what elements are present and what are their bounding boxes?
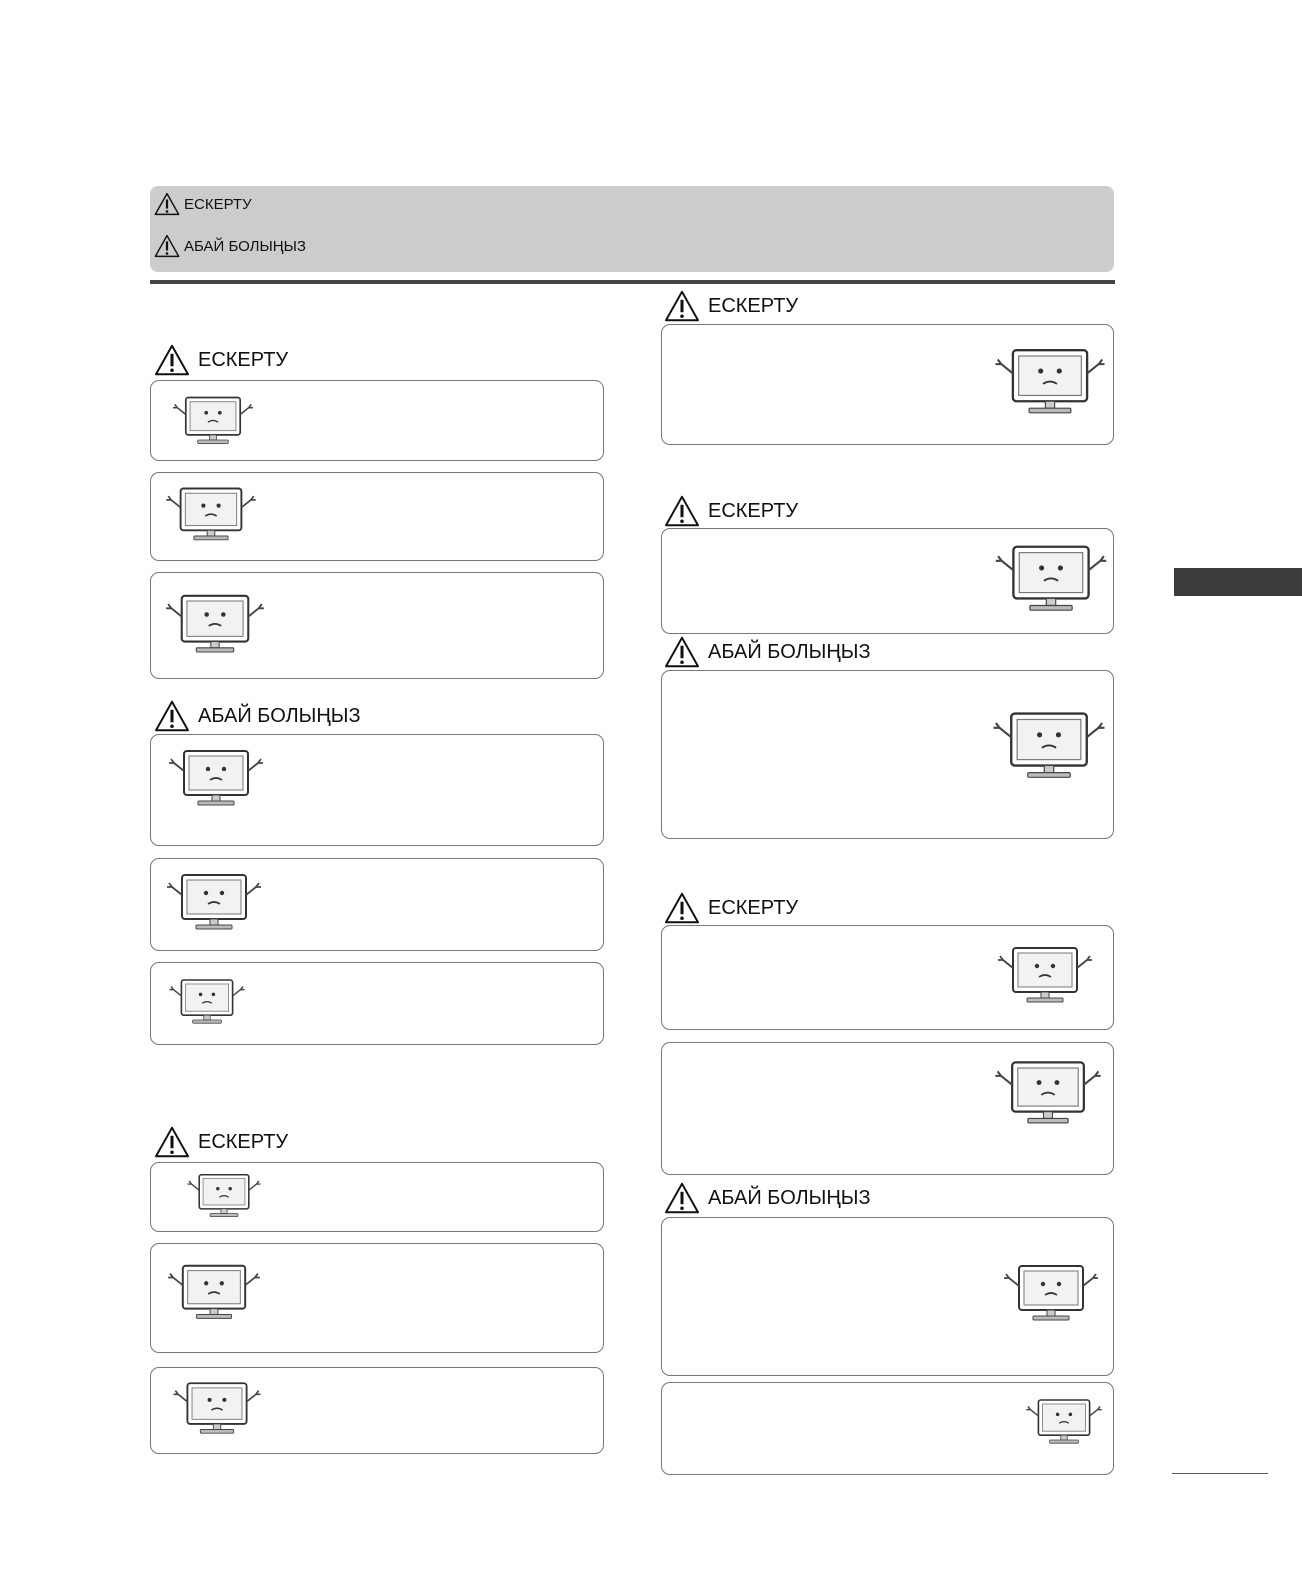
warning-triangle-icon <box>154 192 180 216</box>
left-card-6 <box>150 962 604 1045</box>
right-group5-header <box>664 1182 871 1214</box>
right-group3-header <box>664 636 871 668</box>
header-label: АБАЙ БОЛЫҢЫЗ <box>708 1186 871 1209</box>
right-card-6 <box>661 1217 1114 1376</box>
legend-caution-row <box>154 234 306 258</box>
header-label: ЕСКЕРТУ <box>708 294 799 317</box>
right-group1-header <box>664 290 798 322</box>
header-label: ЕСКЕРТУ <box>708 499 799 522</box>
warning-triangle-icon <box>664 892 700 924</box>
header-label: ЕСКЕРТУ <box>198 1130 289 1153</box>
right-card-4 <box>661 925 1114 1030</box>
tv-illustration-icon <box>163 389 263 457</box>
right-card-5 <box>661 1042 1114 1175</box>
legend-warning-row <box>154 192 252 216</box>
left-card-7 <box>150 1162 604 1232</box>
right-card-3 <box>661 670 1114 839</box>
left-card-9 <box>150 1367 604 1454</box>
left-card-8 <box>150 1243 604 1353</box>
tv-illustration-icon <box>167 967 247 1041</box>
chapter-side-tab <box>1174 568 1302 596</box>
warning-triangle-icon <box>154 700 190 732</box>
tv-illustration-icon <box>992 333 1108 437</box>
header-label: ЕСКЕРТУ <box>198 348 289 371</box>
tv-illustration-icon <box>161 741 271 821</box>
tv-illustration-icon <box>990 938 1100 1018</box>
warning-triangle-icon <box>664 290 700 322</box>
right-card-1 <box>661 324 1114 445</box>
tv-illustration-icon <box>992 1051 1104 1141</box>
legend-box <box>150 186 1114 272</box>
tv-illustration-icon <box>161 479 261 555</box>
tv-illustration-icon <box>155 1256 273 1334</box>
legend-warning-label: ЕСКЕРТУ <box>184 195 252 213</box>
page-number-rule <box>1172 1473 1268 1474</box>
warning-triangle-icon <box>664 636 700 668</box>
tv-illustration-icon <box>161 865 267 945</box>
left-group1-header <box>154 344 288 376</box>
legend-caution-label: АБАЙ БОЛЫҢЫЗ <box>184 237 306 255</box>
left-card-2 <box>150 472 604 561</box>
right-group4-header <box>664 892 798 924</box>
right-card-2 <box>661 528 1114 634</box>
warning-triangle-icon <box>664 495 700 527</box>
left-group3-header <box>154 1126 288 1158</box>
header-label: ЕСКЕРТУ <box>708 896 799 919</box>
left-group2-header <box>154 700 361 732</box>
tv-illustration-icon <box>1024 1389 1104 1459</box>
left-card-5 <box>150 858 604 951</box>
tv-illustration-icon <box>990 701 1108 797</box>
tv-illustration-icon <box>179 1167 269 1229</box>
header-label: АБАЙ БОЛЫҢЫЗ <box>708 640 871 663</box>
right-group2-header <box>664 495 798 527</box>
warning-triangle-icon <box>154 234 180 258</box>
tv-illustration-icon <box>992 1256 1110 1336</box>
left-card-4 <box>150 734 604 846</box>
warning-triangle-icon <box>664 1182 700 1214</box>
tv-illustration-icon <box>992 535 1110 629</box>
left-card-1 <box>150 380 604 461</box>
warning-triangle-icon <box>154 1126 190 1158</box>
tv-illustration-icon <box>165 1374 269 1448</box>
left-card-3 <box>150 572 604 679</box>
tv-illustration-icon <box>163 583 267 671</box>
right-card-7 <box>661 1382 1114 1475</box>
section-divider <box>150 280 1115 284</box>
warning-triangle-icon <box>154 344 190 376</box>
header-label: АБАЙ БОЛЫҢЫЗ <box>198 704 361 727</box>
